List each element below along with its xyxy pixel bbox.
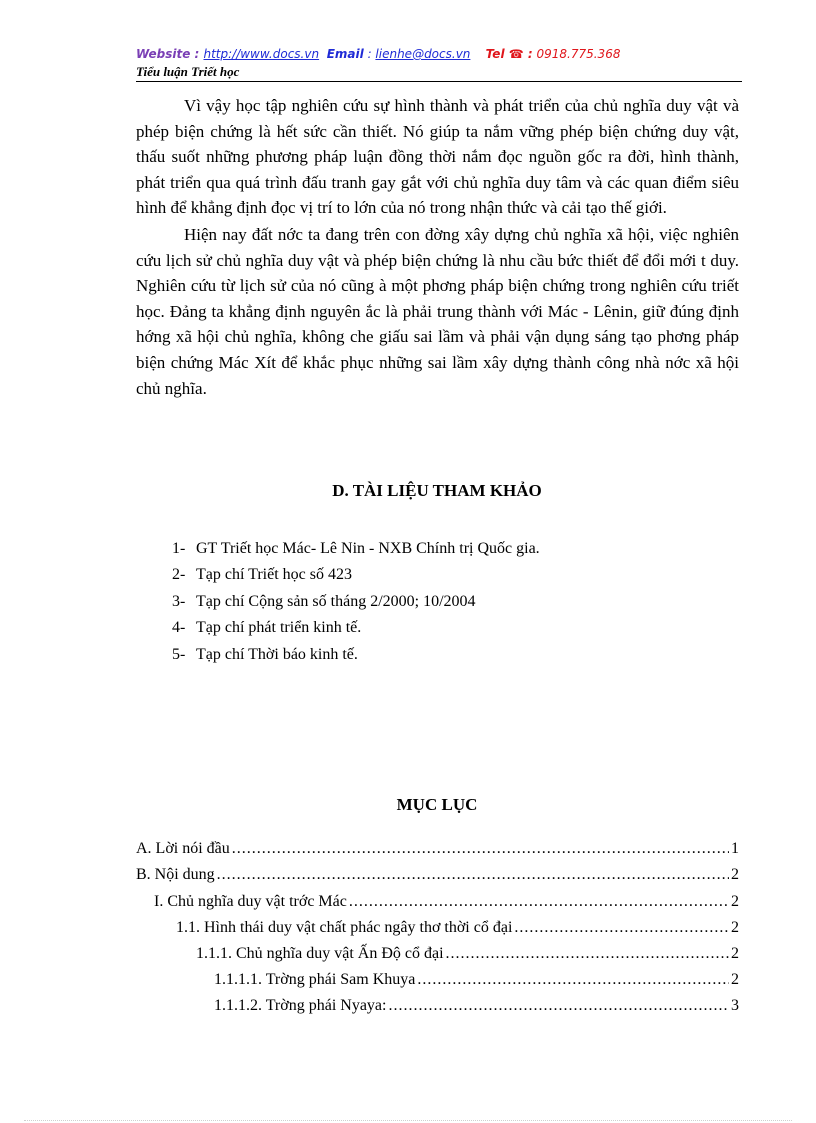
toc-entry-page: 2 [731,944,739,962]
toc-entry[interactable] [136,937,739,963]
toc-entry-label: 1.1.1.2. Trờng phái Nyaya: [214,997,387,1015]
references-list [172,536,540,668]
list-item-text: Tạp chí Triết học số 423 [196,566,352,584]
page-header [136,47,742,82]
toc-entry-label: A. Lời nói đầu [136,840,230,858]
toc-entry-page: 1 [731,840,739,858]
toc-entry-page: 2 [731,971,739,989]
list-item-text: Tạp chí Cộng sản số tháng 2/2000; 10/2004 [196,592,476,610]
list-item-number: 3- [172,592,186,610]
toc-entry[interactable] [136,911,739,937]
toc-title: MỤC LỤC [396,795,478,814]
toc-entry-label: 1.1.1.1. Trờng phái Sam Khuya [214,971,416,989]
toc-entry[interactable] [136,858,739,884]
list-item-text: Tạp chí phát triển kinh tế. [196,619,362,637]
list-item-text: Tạp chí Thời báo kinh tế. [196,645,358,663]
references-title: D. TÀI LIỆU THAM KHẢO [332,481,542,500]
paragraph: Hiện nay đất nớc ta đang trên con đờng xây dựng chủ nghĩa xã hội, việc nghiên cứu lịch sử chủ nghĩa duy vật và phép biện chứng là nhu cầu bức thiết để đổi mới t duy. Nghiên cứu từ lịch sử của nó cũng à một phơng pháp biện chứng trong nghiên cứu triết học. Đảng ta khẳng định nguyên ắc là phải trung thành với Mác - Lênin, giữ đúng định hớng xã hội chủ nghĩa, không che giấu sai lầm và phải vận dụng sáng tạo phơng pháp biện chứng Mác Xít để khắc phục những sai lầm xây dựng thành công nhà nớc xã hội chủ nghĩa. [136,224,739,398]
website-label: Website : [136,47,204,61]
toc-entry[interactable] [136,963,739,989]
list-item-text: GT Triết học Mác- Lê Nin - NXB Chính trị Quốc gia. [196,540,540,557]
toc-leader [217,866,729,884]
toc-entry[interactable] [136,832,739,858]
list-item-number: 2- [172,566,186,584]
list-item [172,536,540,562]
list-item [172,589,540,615]
list-item [172,615,540,641]
table-of-contents [136,832,739,1015]
paragraph: Vì vậy học tập nghiên cứu sự hình thành và phát triển của chủ nghĩa duy vật và phép biện chứng là hết sức cần thiết. Nó giúp ta nắm vững phép biện chứng duy vật, thấu suốt những phương pháp luận đồng thời nắm đọc nguồn gốc ra đời, hình thành, phát triển qua quá trình đấu tranh gay gắt với chủ nghĩa duy tâm và các quan điểm siêu hình để khẳng định đọc vị trí to lớn của nó trong nhận thức và cải tạo thế giới. [136,96,739,218]
toc-entry-label: I. Chủ nghĩa duy vật trớc Mác [154,892,347,910]
toc-leader [232,840,729,858]
toc-entry-page: 3 [731,997,739,1015]
header-contact-line [136,47,742,64]
list-item [172,642,540,668]
email-label: Email [326,47,364,61]
toc-entry-label: B. Nội dung [136,866,215,884]
toc-leader [514,919,729,937]
website-link[interactable]: http://www.docs.vn [203,47,320,61]
toc-leader [388,997,729,1015]
toc-leader [417,971,729,989]
list-item-number: 5- [172,645,186,663]
toc-entry-page: 2 [731,866,739,884]
toc-entry[interactable] [136,884,739,910]
page-bottom-divider [24,1120,792,1121]
body-text [136,93,739,402]
toc-leader [446,945,729,963]
email-link[interactable]: lienhe@docs.vn [375,47,471,61]
toc-entry-page: 2 [731,892,739,910]
toc-entry-page: 2 [731,918,739,936]
tel-number: 0918.775.368 [532,47,621,61]
toc-leader [349,893,729,911]
email-colon: : [363,47,376,61]
toc-entry-label: 1.1.1. Chủ nghĩa duy vật Ấn Độ cổ đại [196,944,444,962]
list-item-number: 1- [172,540,186,557]
toc-entry[interactable] [136,989,739,1015]
toc-entry-label: 1.1. Hình thái duy vật chất phác ngây thơ thời cổ đại [176,918,513,936]
tel-label: Tel ☎ : [485,47,533,61]
document-title: Tiểu luận Triết học [136,64,742,82]
list-item [172,562,540,588]
list-item-number: 4- [172,619,186,637]
